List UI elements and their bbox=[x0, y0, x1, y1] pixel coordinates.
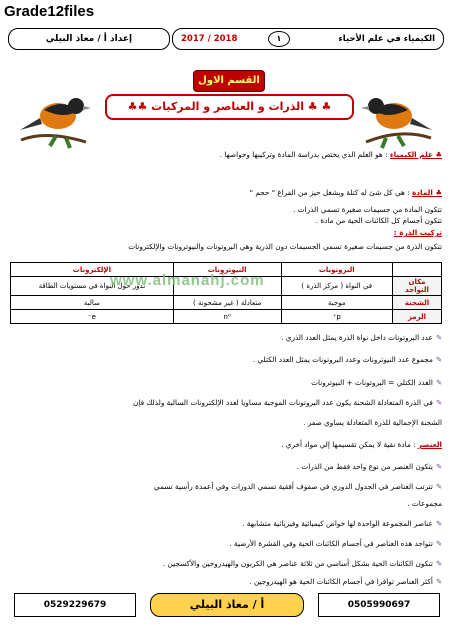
teacher-name: أ / معاذ البيلي bbox=[150, 593, 304, 617]
list-item: ✎في الذرة المتعادلة الشحنة يكون عدد البروتونات الموجبة مساويا لعدد الإلكترونات السالبة ولذلك فإن bbox=[133, 398, 442, 407]
table-cell: موجبة bbox=[281, 296, 392, 310]
bullet-icon: ✎ bbox=[435, 378, 442, 387]
table-cell: متعادلة ( غير مشحونة ) bbox=[173, 296, 281, 310]
list-item: ✎عناصر المجموعة الواحدة لها خواص كيميائية وفيزيائية متشابهة . bbox=[242, 519, 442, 528]
subject-title: الكيمياء في علم الأحياء bbox=[338, 34, 435, 44]
life-line: تتكون أجسام كل الكائنات الحية من مادة . bbox=[315, 216, 442, 225]
site-watermark: www.almanahj.com bbox=[110, 272, 265, 289]
table-row bbox=[11, 310, 442, 324]
table-row bbox=[11, 296, 442, 310]
brand-watermark: Grade12files bbox=[4, 3, 95, 20]
school-year: 2018 / 2017 bbox=[181, 34, 238, 44]
list-item: ✎تتكون الكائنات الحية بشكل أساسي من ثلاثة عناصر هي الكربون والهيدروجين والأكسجين . bbox=[162, 559, 442, 568]
atoms-line: تتكون المادة من جسيمات صغيرة تسمي الذرات . bbox=[293, 205, 442, 214]
list-item: الشحنة الإجمالية للذرة المتعادلة يساوي صفر . bbox=[303, 418, 442, 427]
table-header: البروتونات bbox=[281, 263, 392, 277]
table-header: النيوترونات bbox=[173, 263, 281, 277]
chemistry-definition: ♣ علم الكيمياء : هو العلم الذي يختص بدراسة المادة وتركيبها وخواصها . bbox=[219, 150, 442, 159]
author-badge: إعداد أ / معاذ البيلي bbox=[8, 28, 170, 50]
table-header: الإلكترونات bbox=[11, 263, 174, 277]
bullet-icon: ✎ bbox=[435, 539, 442, 548]
atom-structure-heading: تركيب الذرة : bbox=[393, 228, 442, 237]
table-cell: مكان التواجد bbox=[393, 277, 442, 296]
bullet-icon: ✎ bbox=[435, 577, 442, 586]
phone-right: 0505990697 bbox=[318, 593, 440, 617]
list-item: ✎مجموع عدد النيوترونات وعدد البروتونات يمثل العدد الكتلي . bbox=[252, 355, 442, 364]
list-item: مجموعات . bbox=[407, 499, 442, 508]
table-cell: في النواة ( مركز الذرة ) bbox=[281, 277, 392, 296]
table-cell: n⁰ bbox=[173, 310, 281, 324]
list-item: ✎تترتب العناصر في الجدول الدوري في صفوف أفقية تسمي الدورات وفي أعمدة رأسية تسمي bbox=[153, 482, 442, 491]
table-cell: تدور حول النواة في مستويات الطاقة bbox=[11, 277, 174, 296]
table-cell: الرمز bbox=[393, 310, 442, 324]
table-header bbox=[393, 263, 442, 277]
bullet-icon: ✎ bbox=[435, 482, 442, 491]
table-cell: سالبة bbox=[11, 296, 174, 310]
subject-header bbox=[172, 28, 444, 50]
list-item: ✎العدد الكتلي = البروتونات + النيوترونات bbox=[311, 378, 442, 387]
phone-left: 0529229679 bbox=[14, 593, 136, 617]
topic-title: ♣ ♣ الذرات و العناصر و المركبات ♣♣ bbox=[105, 94, 354, 120]
atom-subparticles-line: تتكون الذرة من جسيمات صغيرة تسمي الجسيمات دون الذرية وهي البروتونات والنيوترونات والإلكترونات bbox=[128, 242, 442, 251]
list-item: ✎يتكون العنصر من نوع واحد فقط من الذرات . bbox=[296, 462, 442, 471]
list-item: ✎عدد البروتونات داخل نواة الذرة يمثل العدد الذري . bbox=[281, 333, 442, 342]
bullet-icon: ✎ bbox=[435, 462, 442, 471]
bullet-icon: ✎ bbox=[435, 519, 442, 528]
list-item: ✎أكثر العناصر توافرا في أجسام الكائنات الحية هو الهيدروجين . bbox=[249, 577, 442, 586]
bird-left-icon bbox=[16, 80, 96, 152]
table-cell: p⁺ bbox=[281, 310, 392, 324]
section-banner: القسم الاول bbox=[193, 70, 265, 92]
bird-right-icon bbox=[356, 80, 436, 152]
table-cell: e⁻ bbox=[11, 310, 174, 324]
bullet-icon: ✎ bbox=[435, 355, 442, 364]
table-cell: الشحنة bbox=[393, 296, 442, 310]
element-definition: العنصر : مادة نقية لا يمكن تقسيمها إلي مواد أخري . bbox=[281, 440, 442, 449]
matter-definition: ♣ المادة : هي كل شئ له كتلة ويشغل حيز من الفراغ " حجم " bbox=[249, 188, 442, 197]
bullet-icon: ✎ bbox=[435, 398, 442, 407]
bullet-icon: ✎ bbox=[435, 333, 442, 342]
list-item: ✎تتواجد هذه العناصر في أجسام الكائنات الحية وفي القشرة الأرضية . bbox=[229, 539, 442, 548]
page-number: ١ bbox=[268, 31, 290, 47]
bullet-icon: ✎ bbox=[435, 559, 442, 568]
